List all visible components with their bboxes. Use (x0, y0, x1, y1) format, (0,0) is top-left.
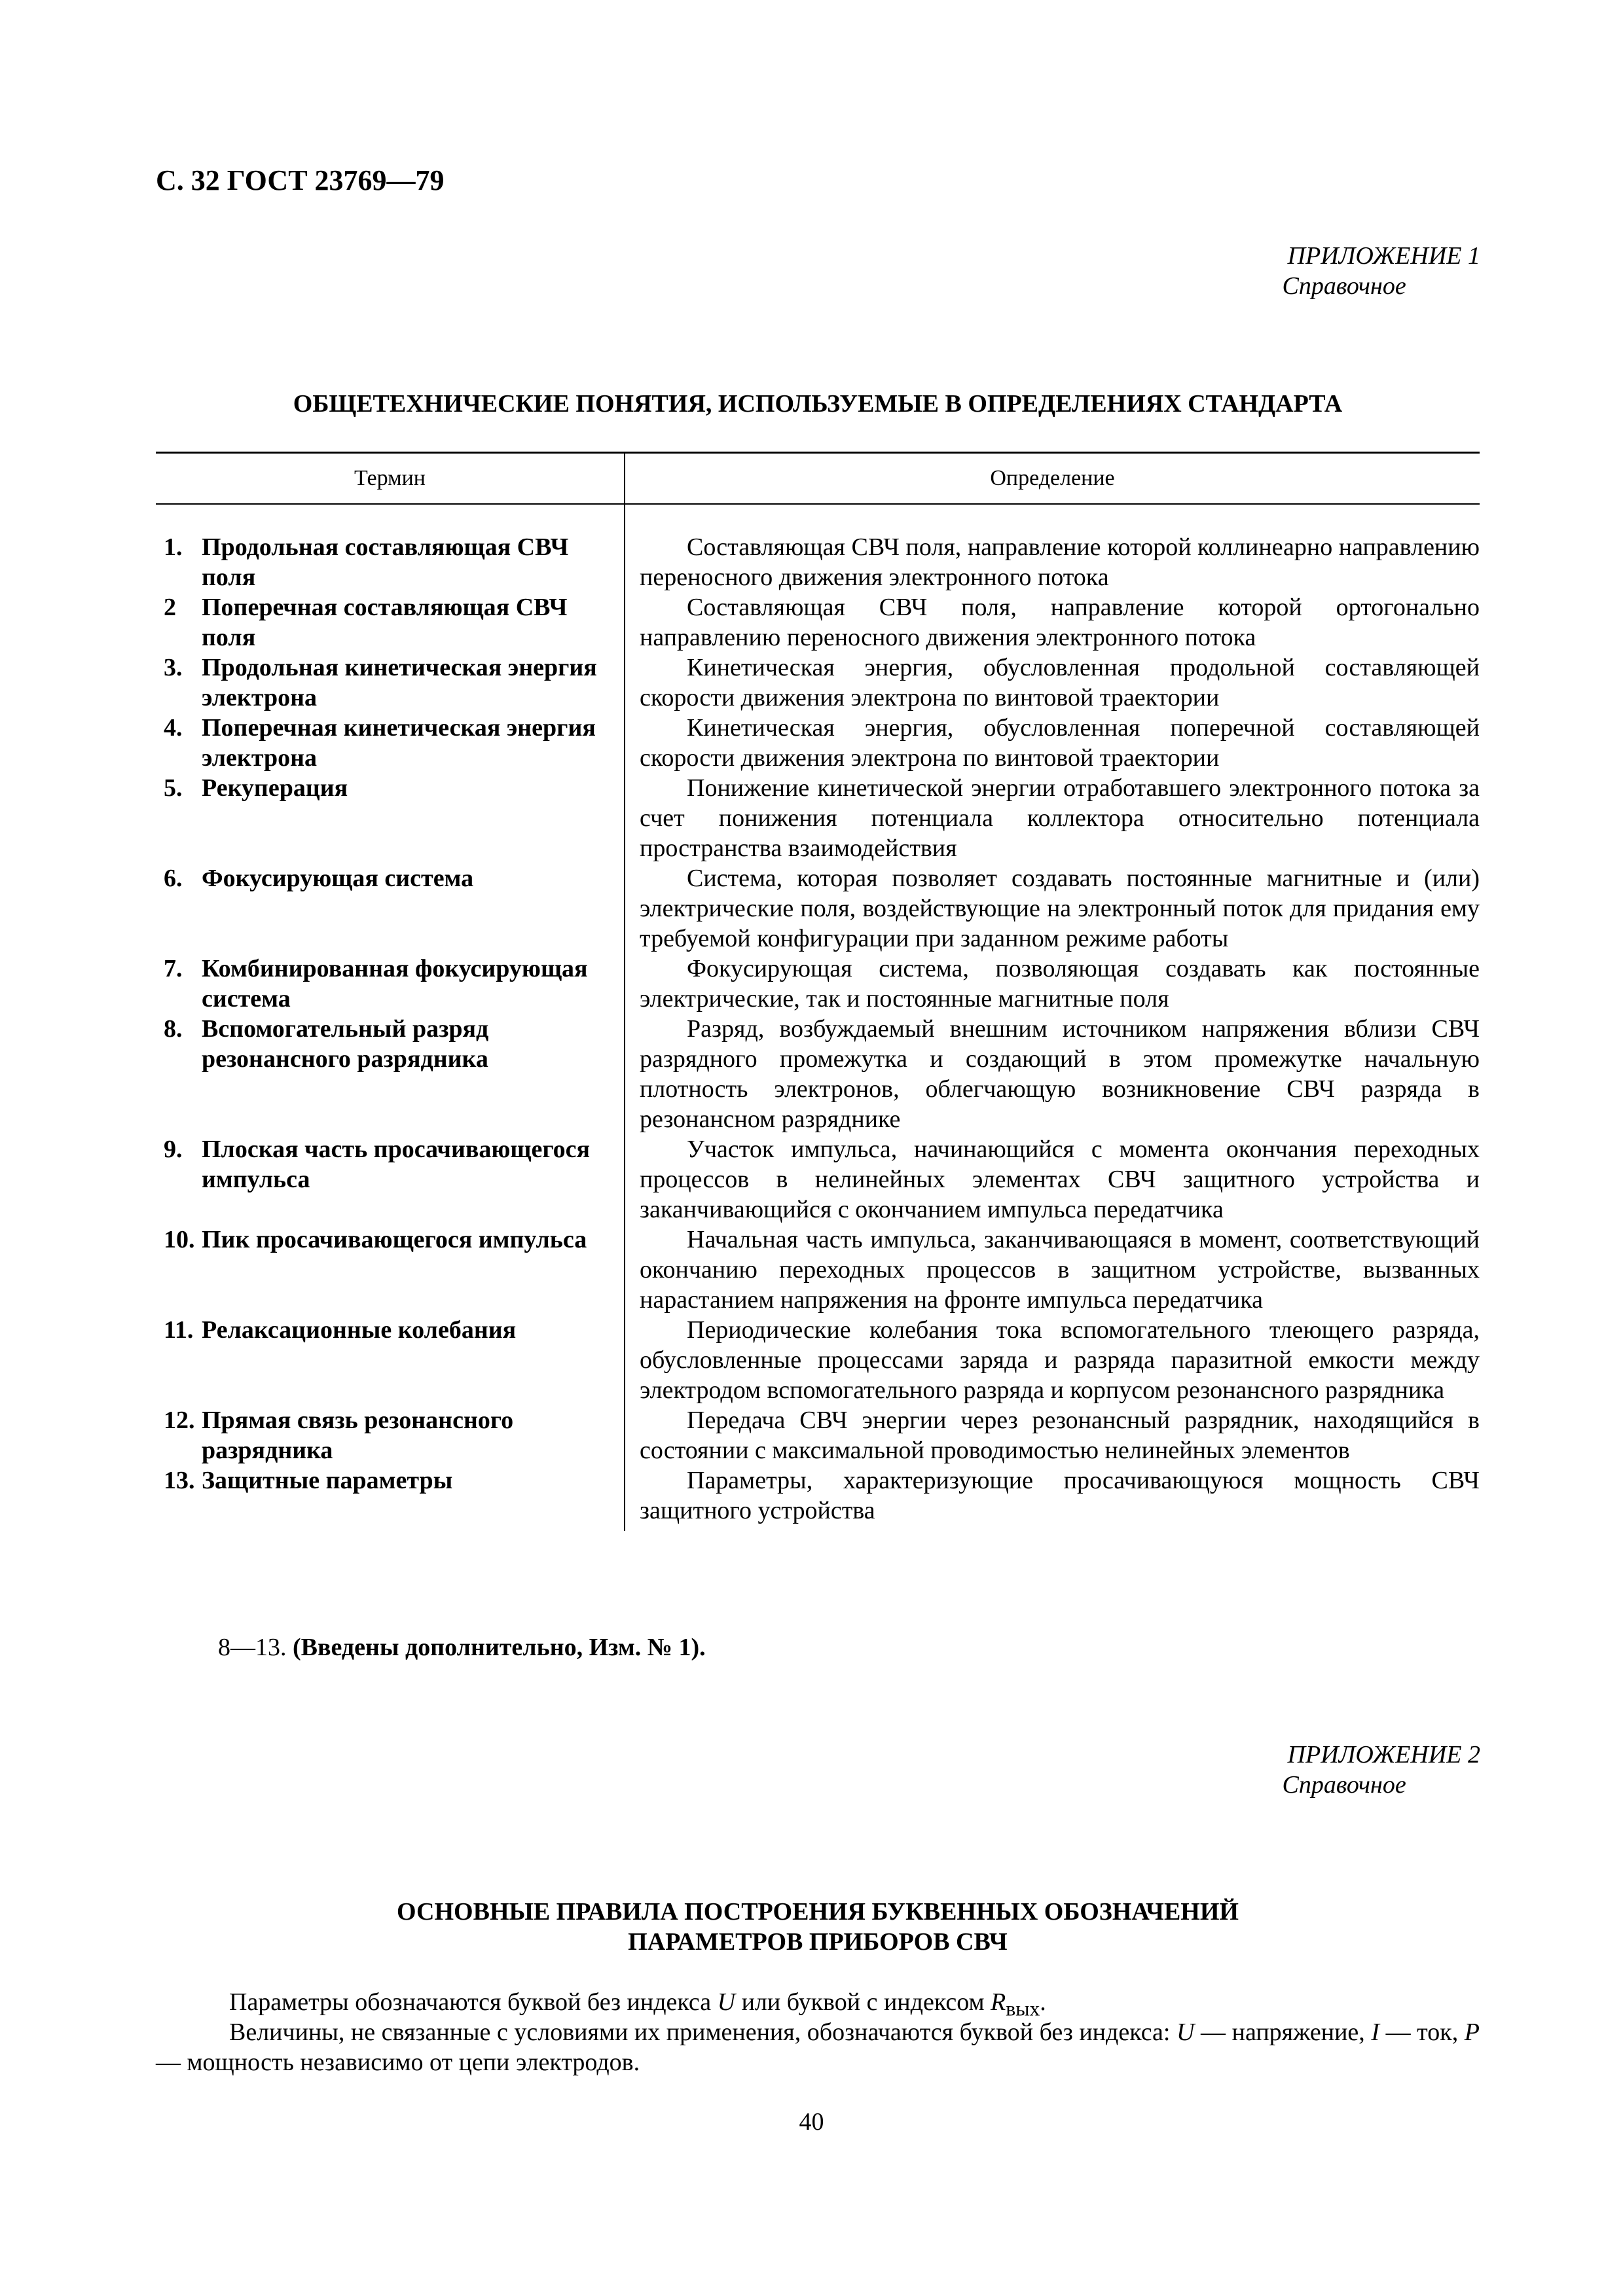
paragraph-2-text-d: — мощность независимо от цепи электродов. (156, 2049, 640, 2076)
term (156, 1405, 624, 1465)
symbol-u: U (717, 1988, 736, 2016)
definition-cell (625, 653, 1480, 713)
term (156, 532, 624, 592)
term-text: Продольная составляющая СВЧ поля (202, 533, 569, 591)
symbol-r: R (991, 1988, 1006, 2016)
definition-text: Фокусирующая система, позволяющая создавать как постоянные электрические, так и постоянные магнитные поля (640, 955, 1480, 1013)
table-header-row (156, 453, 1480, 505)
term-text: Поперечная составляющая СВЧ поля (202, 594, 568, 651)
term-cell (156, 1225, 625, 1315)
section-2-title (156, 1897, 1480, 1957)
term-text: Рекуперация (202, 774, 348, 802)
appendix-1-number: ПРИЛОЖЕНИЕ 1 (1287, 242, 1480, 270)
term-number: 2 (164, 594, 176, 621)
subscript-vyh: вых (1006, 1997, 1040, 2020)
term-cell (156, 653, 625, 713)
appendix-1-label (1282, 241, 1480, 301)
table-row (156, 592, 1480, 653)
term-number: 13. (164, 1467, 195, 1494)
symbol-u: U (1176, 2018, 1195, 2046)
term-text: Защитные параметры (202, 1467, 453, 1494)
note-text: (Введены дополнительно, Изм. № 1). (293, 1634, 706, 1661)
definition-cell (625, 1134, 1480, 1225)
term-cell (156, 1405, 625, 1465)
definition-cell (625, 1225, 1480, 1315)
table-row (156, 1405, 1480, 1465)
paragraph-1-text-a: Параметры обозначаются буквой без индекса (229, 1988, 718, 2016)
definition-cell (625, 1405, 1480, 1465)
term-text: Комбинированная фокусирующая система (202, 955, 588, 1013)
term-cell (156, 1134, 625, 1225)
definition-text: Система, которая позволяет создавать постоянные магнитные и (или) электрические поля, воздействующие на электронный поток для придания ему требуемой конфигурации при заданном режиме работы (640, 865, 1480, 952)
definition-text: Периодические колебания тока вспомогательного тлеющего разряда, обусловленные процессами заряда и разряда паразитной емкости между электродом вспомогательного разряда и корпусом резонансного разрядника (640, 1316, 1480, 1404)
term-cell (156, 1315, 625, 1405)
term-number: 9. (164, 1136, 183, 1163)
term-text: Прямая связь резонансного разрядника (202, 1407, 514, 1464)
symbol-i: I (1371, 2018, 1380, 2046)
definition-cell (625, 713, 1480, 773)
definition-text: Составляющая СВЧ поля, направление которой коллинеарно направлению переносного движения электронного потока (640, 533, 1480, 591)
paragraph-2 (156, 2017, 1480, 2077)
term-number: 5. (164, 774, 183, 802)
definition-text: Передача СВЧ энергии через резонансный разрядник, находящийся в состоянии с максимальной проводимостью нелинейных элементов (640, 1407, 1480, 1464)
definition-cell (625, 1465, 1480, 1531)
term-number: 12. (164, 1407, 195, 1434)
paragraph-2-text-a: Величины, не связанные с условиями их применения, обозначаются буквой без индекса: (229, 2018, 1177, 2046)
paragraph-2-text-c: — ток, (1379, 2018, 1465, 2046)
term (156, 1225, 624, 1255)
definition-text: Параметры, характеризующие просачивающуюся мощность СВЧ защитного устройства (640, 1467, 1480, 1524)
definition-cell (625, 592, 1480, 653)
appendix-2-label (1282, 1740, 1480, 1800)
term-text: Релаксационные колебания (202, 1316, 517, 1344)
section-2-title-line-1: ОСНОВНЫЕ ПРАВИЛА ПОСТРОЕНИЯ БУКВЕННЫХ ОБОЗНАЧЕНИЙ (397, 1898, 1239, 1926)
term-cell (156, 1465, 625, 1531)
term-number: 8. (164, 1015, 183, 1043)
term (156, 713, 624, 773)
column-header-term: Термин (156, 453, 625, 505)
note-range: 8—13. (218, 1634, 287, 1661)
paragraph-2-text-b: — напряжение, (1194, 2018, 1372, 2046)
definition-text: Разряд, возбуждаемый внешним источником напряжения вблизи СВЧ разрядного промежутка и создающий в этом промежутке начальную плотность электронов, облегчающую возникновение СВЧ разряда в резонансном разряднике (640, 1015, 1480, 1133)
table-row (156, 1134, 1480, 1225)
definition-text: Начальная часть импульса, заканчивающаяся в момент, соответствующий окончанию переходных процессов в защитном устройстве, вызванных нарастанием напряжения на фронте импульса передатчика (640, 1226, 1480, 1314)
amendment-note (218, 1633, 706, 1662)
term-text: Фокусирующая система (202, 865, 474, 892)
terms-table (156, 452, 1480, 1531)
definition-cell (625, 863, 1480, 954)
term-number: 6. (164, 865, 183, 892)
definition-text: Составляющая СВЧ поля, направление которой ортогонально направлению переносного движения электронного потока (640, 594, 1480, 651)
term-text: Пик просачивающегося импульса (202, 1226, 587, 1253)
table-row (156, 1315, 1480, 1405)
table-row (156, 713, 1480, 773)
table-row (156, 1225, 1480, 1315)
term (156, 1134, 624, 1194)
term-cell (156, 1014, 625, 1134)
term-number: 1. (164, 533, 183, 561)
term-cell (156, 863, 625, 954)
table-row (156, 653, 1480, 713)
term (156, 653, 624, 713)
term-number: 3. (164, 654, 183, 681)
term (156, 1014, 624, 1074)
term (156, 863, 624, 893)
table-row (156, 863, 1480, 954)
term (156, 773, 624, 803)
appendix-2-number: ПРИЛОЖЕНИЕ 2 (1287, 1741, 1480, 1768)
definition-text: Кинетическая энергия, обусловленная продольной составляющей скорости движения электрона по винтовой траектории (640, 654, 1480, 711)
term-text: Плоская часть просачивающегося импульса (202, 1136, 591, 1193)
definition-text: Кинетическая энергия, обусловленная поперечной составляющей скорости движения электрона по винтовой траектории (640, 714, 1480, 772)
column-header-definition: Определение (625, 453, 1480, 505)
table-row (156, 1465, 1480, 1531)
table-row (156, 504, 1480, 592)
term-cell (156, 954, 625, 1014)
term-text: Поперечная кинетическая энергия электрона (202, 714, 596, 772)
table-row (156, 954, 1480, 1014)
table-row (156, 773, 1480, 863)
definition-cell (625, 1014, 1480, 1134)
term (156, 1315, 624, 1345)
definition-cell (625, 1315, 1480, 1405)
term-number: 4. (164, 714, 183, 742)
term-number: 10. (164, 1226, 195, 1253)
section-2-title-line-2: ПАРАМЕТРОВ ПРИБОРОВ СВЧ (628, 1928, 1008, 1956)
symbol-p: P (1464, 2018, 1480, 2046)
definition-cell (625, 504, 1480, 592)
paragraph-1-text-b: или буквой с индексом (735, 1988, 991, 2016)
table-row (156, 1014, 1480, 1134)
page-number: 40 (799, 2108, 824, 2136)
term-number: 11. (164, 1316, 194, 1344)
appendix-2-type: Справочное (1282, 1771, 1406, 1799)
term-cell (156, 504, 625, 592)
term-cell (156, 773, 625, 863)
definition-cell (625, 773, 1480, 863)
term-cell (156, 592, 625, 653)
section-1-title: ОБЩЕТЕХНИЧЕСКИЕ ПОНЯТИЯ, ИСПОЛЬЗУЕМЫЕ В ОПРЕДЕЛЕНИЯХ СТАНДАРТА (293, 390, 1343, 418)
term-text: Вспомогательный разряд резонансного разрядника (202, 1015, 489, 1073)
term (156, 1465, 624, 1496)
term-cell (156, 713, 625, 773)
page-header: С. 32 ГОСТ 23769—79 (156, 164, 445, 196)
definition-text: Понижение кинетической энергии отработавшего электронного потока за счет понижения потенциала коллектора относительно потенциала пространства взаимодействия (640, 774, 1480, 862)
term (156, 592, 624, 653)
definition-text: Участок импульса, начинающийся с момента окончания переходных процессов в нелинейных элементах СВЧ защитного устройства и заканчивающийся с окончанием импульса передатчика (640, 1136, 1480, 1223)
appendix-1-type: Справочное (1282, 272, 1406, 300)
term (156, 954, 624, 1014)
paragraph-1-text-c: . (1040, 1988, 1046, 2016)
definition-cell (625, 954, 1480, 1014)
term-number: 7. (164, 955, 183, 982)
term-text: Продольная кинетическая энергия электрона (202, 654, 597, 711)
